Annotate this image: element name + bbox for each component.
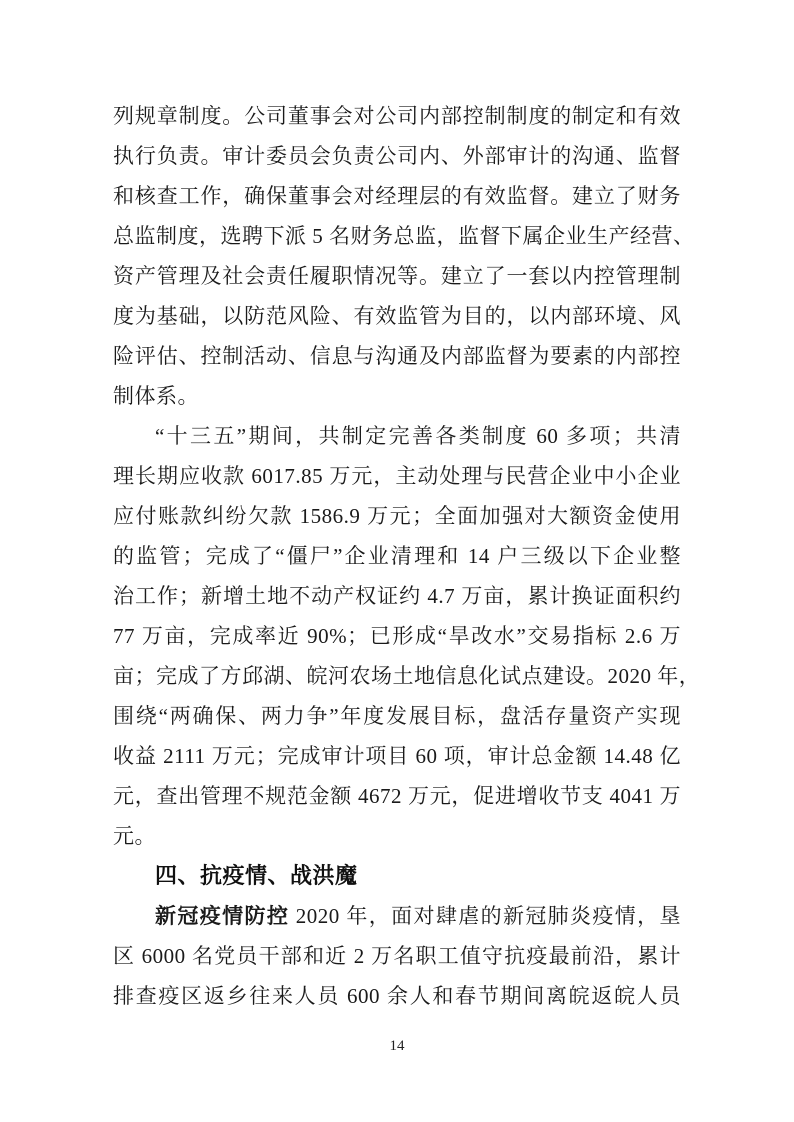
text-line: 应付账款纠纷欠款 1586.9 万元；全面加强对大额资金使用 (113, 504, 681, 528)
text-line: 收益 2111 万元；完成审计项目 60 项，审计总金额 14.48 亿 (113, 744, 681, 768)
text-line: 元，查出管理不规范金额 4672 万元，促进增收节支 4041 万 (113, 784, 681, 808)
text-line: 77 万亩，完成率近 90%；已形成“旱改水”交易指标 2.6 万 (113, 624, 681, 648)
paragraph-internal-control (113, 96, 695, 416)
text-line: 排查疫区返乡往来人员 600 余人和春节期间离皖返皖人员 (113, 984, 681, 1008)
paragraph-13th-five-year-achievements (113, 416, 701, 856)
text-line: 和核查工作，确保董事会对经理层的有效监督。建立了财务 (113, 184, 681, 208)
text-line: 亩；完成了方邱湖、皖河农场土地信息化试点建设。2020 年， (113, 664, 701, 688)
text-line: 制体系。 (113, 384, 199, 408)
text-line: “十三五”期间，共制定完善各类制度 60 多项；共清 (155, 424, 681, 448)
text-line: 资产管理及社会责任履职情况等。建立了一套以内控管理制 (113, 264, 681, 288)
paragraph-covid-response (113, 896, 681, 1016)
text-line: 度为基础，以防范风险、有效监管为目的，以内部环境、风 (113, 304, 681, 328)
section-heading: 四、抗疫情、战洪魔 (155, 863, 358, 888)
paragraph-lead-bold: 新冠疫情防控 (155, 904, 290, 928)
text-line: 总监制度，选聘下派 5 名财务总监，监督下属企业生产经营、 (113, 224, 695, 248)
text-line: 列规章制度。公司董事会对公司内部控制制度的制定和有效 (113, 104, 681, 128)
text-line: 区 6000 名党员干部和近 2 万名职工值守抗疫最前沿，累计 (113, 944, 681, 968)
text-line: 理长期应收款 6017.85 万元，主动处理与民营企业中小企业 (113, 464, 681, 488)
text-line (113, 896, 681, 936)
text-line: 的监管；完成了“僵尸”企业清理和 14 户三级以下企业整 (113, 544, 681, 568)
text-line: 险评估、控制活动、信息与沟通及内部监督为要素的内部控 (113, 344, 681, 368)
page-content (113, 96, 701, 1016)
text-line: 治工作；新增土地不动产权证约 4.7 万亩，累计换证面积约 (113, 584, 681, 608)
text-line: 围绕“两确保、两力争”年度发展目标，盘活存量资产实现 (113, 704, 681, 728)
text-run: 2020 年，面对肆虐的新冠肺炎疫情，垦 (289, 904, 682, 928)
page-number: 14 (389, 1038, 405, 1054)
text-line: 执行负责。审计委员会负责公司内、外部审计的沟通、监督 (113, 144, 681, 168)
text-line: 元。 (113, 824, 156, 848)
